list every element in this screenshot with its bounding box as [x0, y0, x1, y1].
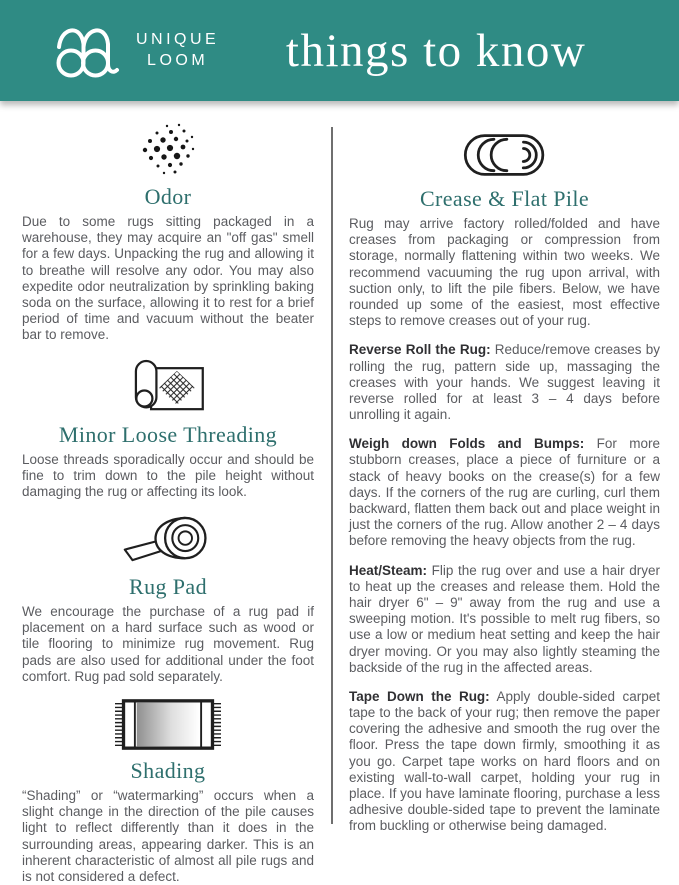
rolled-rug-icon — [349, 131, 660, 179]
header-banner — [0, 0, 679, 101]
tip-body-weigh-down: For more stubborn creases, place a piece of furniture or a stack of heavy books on the crease(s) for a few days. If the corners of the rug are curling, curl them backward, flatten them back out and place weight in just the corners of the rug. Allow another 2 – 4 days before removing the heavy objects from the rug. — [349, 436, 660, 549]
rug-pad-roll-icon — [22, 513, 314, 567]
tip-heat-steam — [349, 563, 660, 676]
unique-loom-logo — [52, 20, 124, 82]
section-body-rug-pad: We encourage the purchase of a rug pad if placement on a hard surface such as wood or tile flooring to minimize rug movement. Rug pads are also used for additional under the foot comfort. Rug pad sold separately. — [22, 604, 314, 684]
section-crease-flat-pile — [349, 131, 660, 835]
tip-tape-down — [349, 689, 660, 835]
page-title: things to know — [285, 24, 587, 77]
column-divider — [331, 127, 333, 824]
section-rug-pad — [22, 513, 314, 685]
tip-reverse-roll — [349, 342, 660, 423]
section-minor-loose-threading — [22, 357, 314, 501]
section-heading-odor: Odor — [144, 184, 192, 209]
tip-body-heat-steam: Flip the rug over and use a hair dryer to heat up the creases and release them. Hold the hair dryer 6" – 9" away from the rug and use a sweeping motion. It's possible to melt rug fibers, so use a low or medium heat setting and keep the hair dryer moving. Or you may also lightly steaming the backside of the rug in the affected areas. — [349, 562, 660, 675]
brand-name — [136, 30, 219, 72]
section-shading — [22, 698, 314, 885]
tip-label-weigh-down: Weigh down Folds and Bumps: — [349, 436, 585, 452]
content-area — [0, 101, 679, 884]
brand-line-loom: LOOM — [147, 51, 209, 69]
section-heading-threading: Minor Loose Threading — [58, 421, 278, 447]
left-column — [22, 121, 314, 884]
section-odor — [22, 123, 314, 344]
tip-weigh-down — [349, 436, 660, 549]
section-heading-shading: Shading — [130, 758, 206, 783]
brand-line-unique: UNIQUE — [136, 30, 220, 48]
tip-label-reverse-roll: Reverse Roll the Rug: — [349, 342, 491, 358]
section-body-threading: Loose threads sporadically occur and should be fine to trim down to the pile height without damaging the rug or affecting its look. — [22, 451, 314, 499]
section-body-odor: Due to some rugs sitting packaged in a warehouse, they may acquire an "off gas" smell for a few days. Unpacking the rug and allowing it to breathe will resolve any odor. You may also expedite odor neutralization by sprinkling baking soda on the surface, allowing it to rest for a brief period of time and vacuum without the beater bar to remove. — [22, 214, 314, 343]
section-heading-rug-pad: Rug Pad — [129, 574, 207, 600]
unrolling-rug-icon — [22, 357, 314, 415]
section-body-shading: “Shading” or “watermarking” occurs when a slight change in the direction of the pile causes light to reflect differently than it does in the surrounding areas, appearing darker. This is an inherent characteristic of almost all pile rugs and is not considered a defect. — [22, 788, 314, 884]
tip-body-reverse-roll: Reduce/remove creases by rolling the rug, pattern side up, massaging the creases with your hands. We suggest leaving it reverse rolled for at least 3 – 4 days before unrolling it again. — [349, 342, 660, 423]
section-intro-crease: Rug may arrive factory rolled/folded and have creases from packaging or compression from storage, normally flattening within two weeks. We recommend vacuuming the rug upon arrival, with suction only, to lift the pile fibers. Below, we have rounded up some of the easiest, most effective steps to remove creases out of your rug. — [349, 216, 660, 329]
right-column — [349, 121, 660, 834]
tip-label-tape-down: Tape Down the Rug: — [349, 688, 490, 704]
section-heading-crease: Crease & Flat Pile — [419, 186, 590, 211]
shaded-rug-icon — [22, 698, 314, 751]
odor-dots-icon — [22, 123, 314, 177]
tip-label-heat-steam: Heat/Steam: — [349, 562, 428, 578]
tip-body-tape-down: Apply double-sided carpet tape to the back of your rug; then remove the paper covering the adhesive and smooth the rug over the floor. Press the tape down firmly, smoothing it as you go. Carpet tape works on hard floors and on existing wall-to-wall carpet, holding your rug in place. If you have laminate flooring, purchase a less adhesive double-sided tape to prevent the laminate from buckling or otherwise being damaged. — [349, 688, 660, 834]
